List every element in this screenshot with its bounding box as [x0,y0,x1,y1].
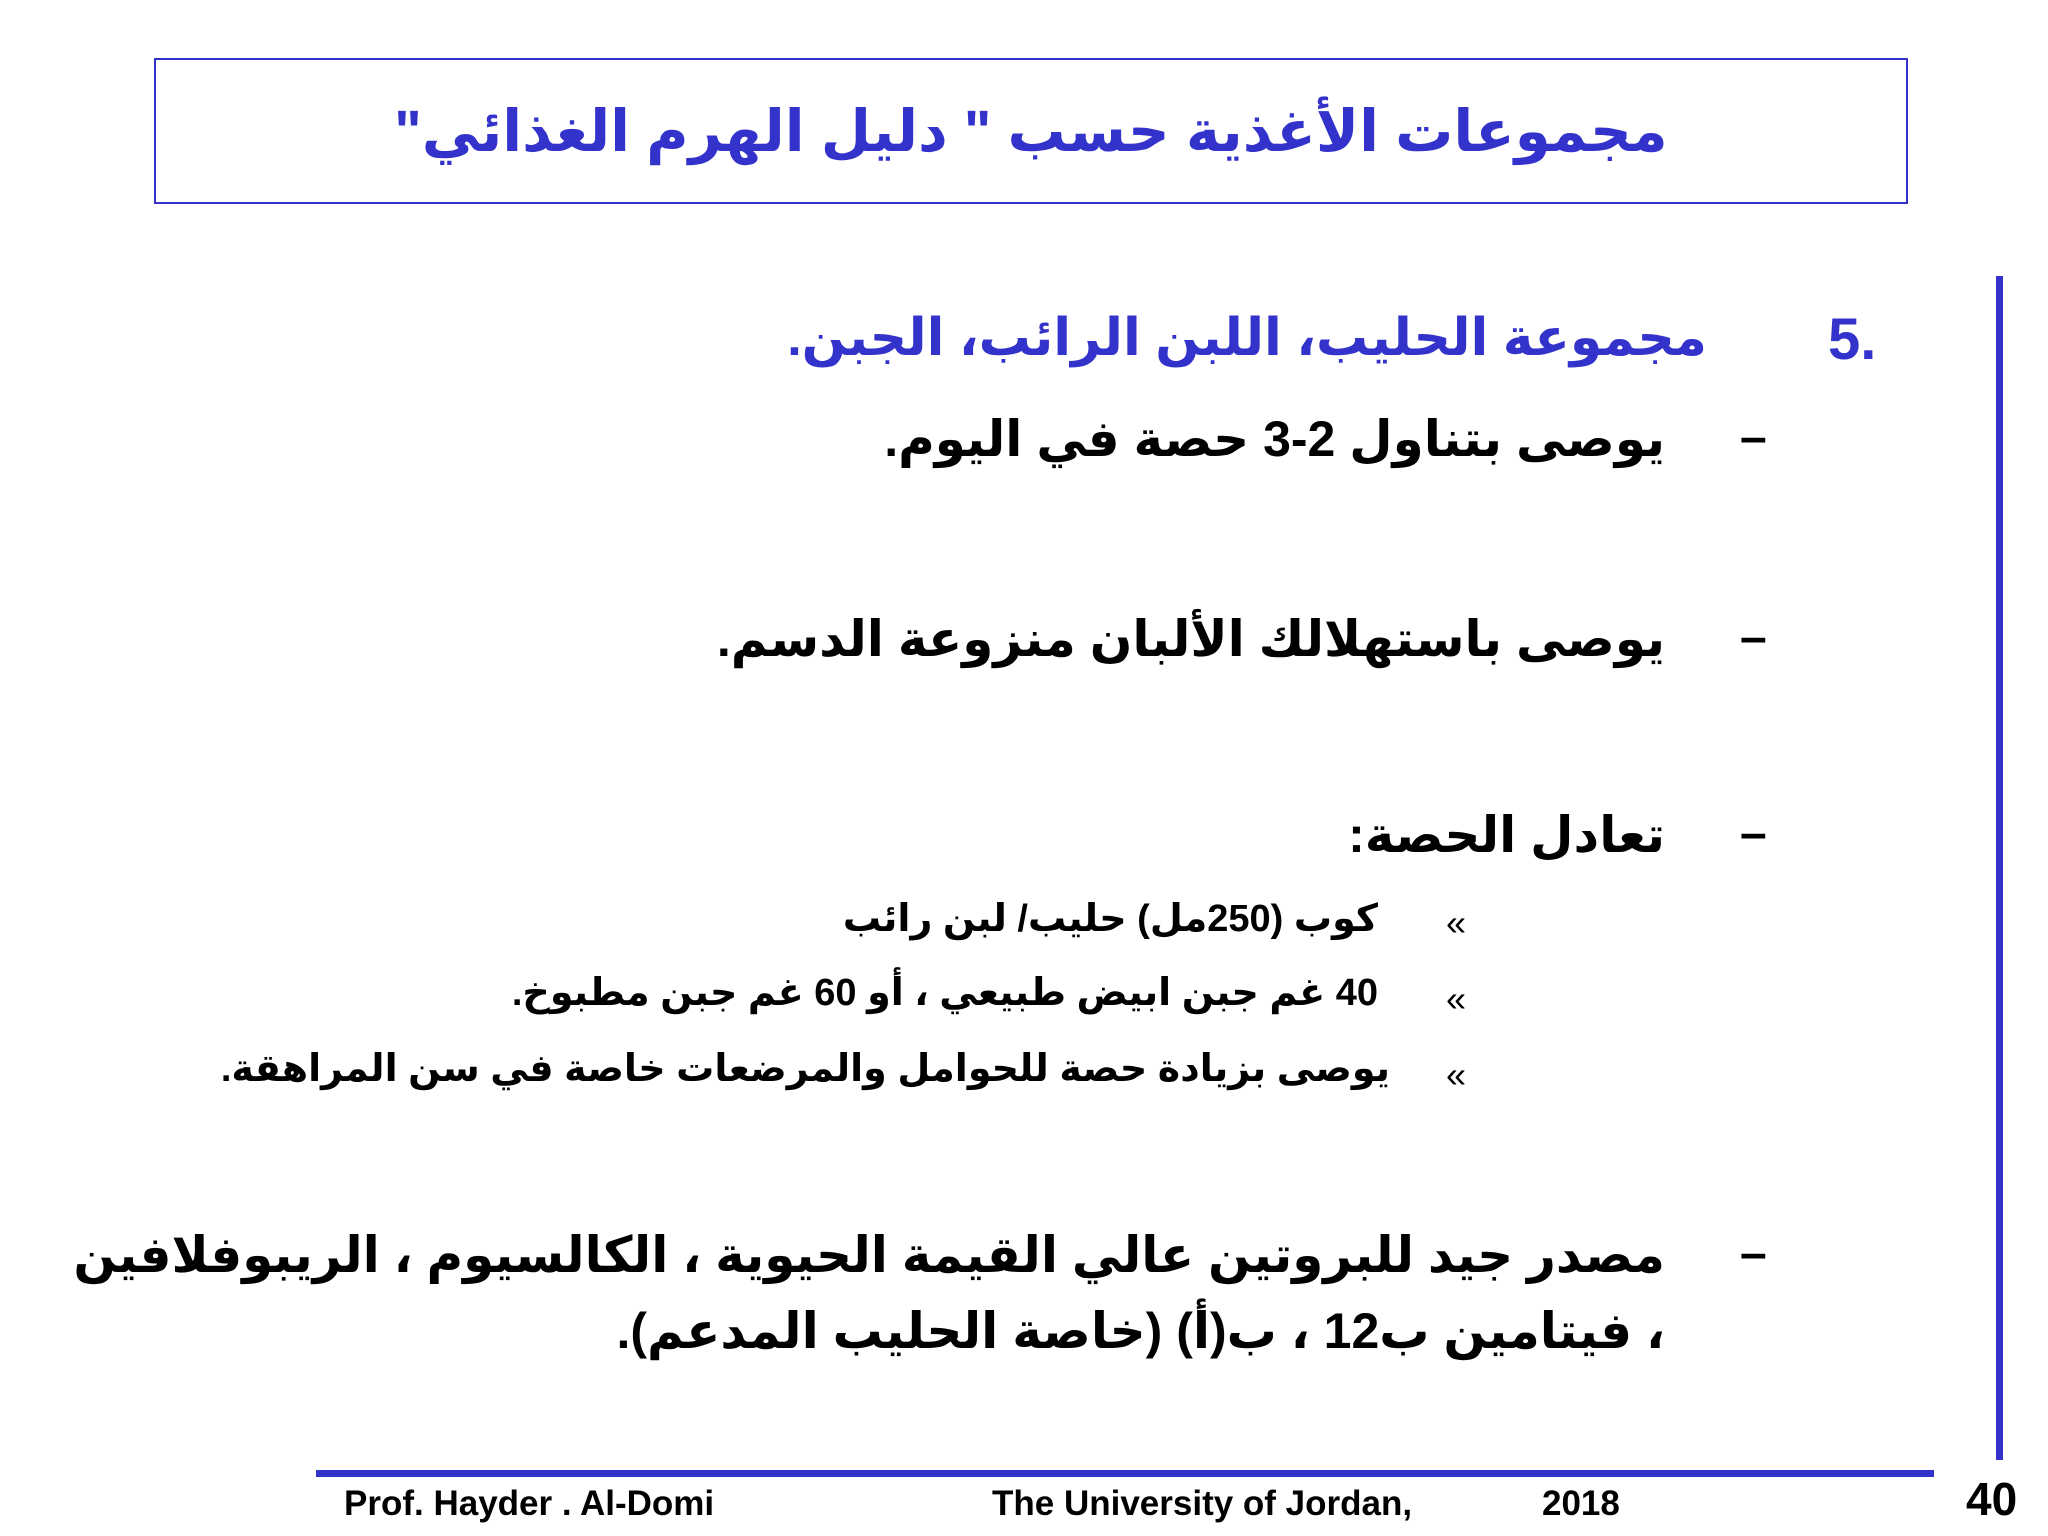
bullet-marker-2: – [1740,611,1767,664]
sub-bullet-marker-3: « [1446,1054,1467,1095]
bullet-2-text: يوصى باستهلالك الألبان منزوعة الدسم. [716,611,1665,667]
section-number: 5. [1828,307,1877,372]
page-number: 40 [1966,1473,2018,1525]
sub-bullet-marker-2: « [1446,978,1467,1019]
footer-author: Prof. Hayder . Al-Domi [344,1484,715,1523]
sub-bullet-1-text: كوب (250مل) حليب/ لبن رائب [842,898,1378,940]
bullet-marker-4: – [1740,1227,1767,1280]
slide-content [73,0,1890,1440]
footer-institution: The University of Jordan, [992,1484,1413,1523]
bullet-marker-1: – [1740,411,1767,464]
bullet-marker-3: – [1740,807,1767,860]
sub-bullet-3-text: يوصى بزيادة حصة للحوامل والمرضعات خاصة في سن المراهقة. [220,1048,1390,1090]
bullet-1-text: يوصى بتناول 2-3 حصة في اليوم. [884,411,1665,467]
footer-rule [316,1470,1934,1477]
bullet-3-text: تعادل الحصة: [1348,807,1665,863]
slide-title: مجموعات الأغذية حسب " دليل الهرم الغذائي" [394,99,1668,164]
section-heading: مجموعة الحليب، اللبن الرائب، الجبن. [787,309,1707,367]
sub-bullet-marker-1: « [1446,902,1467,943]
footer-year: 2018 [1542,1484,1620,1523]
bullet-4-line-1: مصدر جيد للبروتين عالي القيمة الحيوية ، الكالسيوم ، الريبوفلافين [73,1227,1665,1283]
bullet-4-line-2: ، فيتامين ب12 ، ب(أ) (خاصة الحليب المدعم). [616,1303,1665,1359]
right-vertical-rule [1996,276,2003,1460]
sub-bullet-2-text: 40 غم جبن ابيض طبيعي ، أو 60 غم جبن مطبوخ. [511,972,1378,1014]
